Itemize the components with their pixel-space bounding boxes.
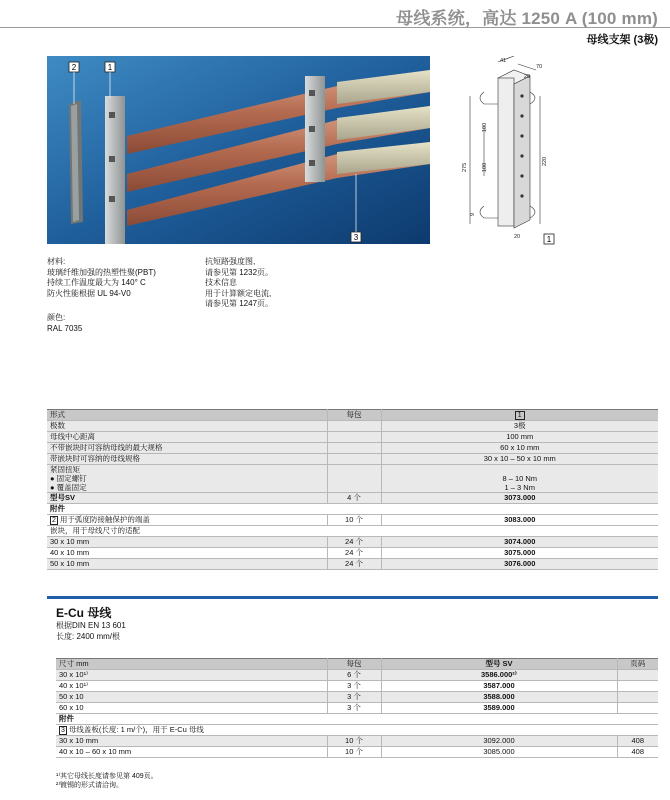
page-title: 母线系统，高达 1250 A (100 mm) <box>396 9 658 28</box>
table-row: 30 x 10¹⁾ 6 个 3586.000²⁾ <box>56 670 658 681</box>
ecu-section-title: E-Cu 母线 <box>56 606 112 620</box>
dim-100-b: 100 <box>482 162 488 172</box>
footnote-2: ²⁾镀锡的形式请洽询。 <box>56 782 124 789</box>
table-row: 母线中心距离 100 mm <box>47 432 658 443</box>
spacer <box>47 299 156 313</box>
torque-row: 紧固扭矩 ● 固定螺钉 ● 覆盖固定 8 – 10 Nm 1 – 3 Nm <box>47 465 658 493</box>
drawing-ref-label: 1 <box>546 235 552 244</box>
dim-70: 70 <box>536 64 543 70</box>
photo-label-3: 3 <box>353 233 359 242</box>
dim-100-a: 100 <box>482 122 488 132</box>
ecu-standard: 根据DIN EN 13 601 <box>56 621 126 630</box>
dim-275: 275 <box>462 162 468 172</box>
table-row: 40 x 10 mm 24 个 3075.000 <box>47 548 658 559</box>
fire-rating-text: 防火性能根据 UL 94-V0 <box>47 288 131 298</box>
header-variant: 1 <box>381 410 658 421</box>
header-size: 尺寸 mm <box>56 659 327 670</box>
reference-info <box>205 257 273 310</box>
table-row: 极数 3极 <box>47 421 658 432</box>
table-row: 不带嵌块时可容纳母线的最大规格 60 x 10 mm <box>47 443 658 454</box>
dim-20-b: 20 <box>514 234 521 240</box>
table-row: 30 x 10 mm 24 个 3074.000 <box>47 537 658 548</box>
table-row: 60 x 10 3 个 3589.000 <box>56 703 658 714</box>
dim-20: 20 <box>524 74 531 80</box>
temperature-text: 持续工作温度最大为 140° C <box>47 278 146 287</box>
model-row: 型号SV 4 个 3073.000 <box>47 493 658 504</box>
ecu-accessory-section-row: 附件 <box>56 714 658 725</box>
spec-table <box>47 409 658 570</box>
dim-41: 41 <box>500 58 507 64</box>
page-subtitle: 母线支架 (3极) <box>586 34 658 46</box>
section-divider <box>47 596 658 599</box>
ecu-accessory-desc-row: 3 母线盖板(长度: 1 m/个)，用于 E-Cu 母线 <box>56 725 658 736</box>
insert-section-row: 嵌块，用于母线尺寸的适配 <box>47 526 658 537</box>
short-circuit-text: 抗短路强度图, <box>205 257 256 266</box>
product-photo <box>47 56 430 244</box>
footnotes <box>56 772 158 790</box>
title-divider <box>0 27 670 28</box>
color-value: RAL 7035 <box>47 323 83 333</box>
dim-220: 220 <box>542 156 548 166</box>
tech-info-heading: 技术信息 <box>205 278 237 287</box>
ecu-header-row <box>56 659 658 670</box>
photo-label-2: 2 <box>71 63 77 72</box>
header-page: 页码 <box>617 659 658 670</box>
material-info <box>47 257 156 334</box>
ecu-table <box>56 658 658 758</box>
tech-info-ref: 请参见第 1247页。 <box>205 299 274 308</box>
ecu-length: 长度: 2400 mm/根 <box>56 632 121 641</box>
dim-9: 9 <box>470 212 476 216</box>
material-heading: 材料: <box>47 257 66 266</box>
color-heading: 颜色: <box>47 313 66 322</box>
header-model: 型号 SV <box>381 659 617 670</box>
spec-header-row <box>47 410 658 421</box>
technical-drawing <box>440 56 560 246</box>
short-circuit-ref: 请参见第 1232页。 <box>205 267 274 277</box>
table-row: 30 x 10 mm 10 个 3092.000 408 <box>56 736 658 747</box>
photo-label-1: 1 <box>107 63 113 72</box>
footnote-1: ¹⁾其它母线长度请参见第 409页。 <box>56 773 158 780</box>
accessory-section-row: 附件 <box>47 504 658 515</box>
material-text: 玻璃纤维加强的热塑性聚(PBT) <box>47 267 156 277</box>
header-pack: 每包 <box>327 659 381 670</box>
table-row: 40 x 10 – 60 x 10 mm 10 个 3085.000 408 <box>56 747 658 758</box>
table-row: 2 用于弧度防接触保护的端盖 10 个 3083.000 <box>47 515 658 526</box>
header-form: 形式 <box>47 410 327 421</box>
table-row: 40 x 10¹⁾ 3 个 3587.000 <box>56 681 658 692</box>
table-row: 50 x 10 3 个 3588.000 <box>56 692 658 703</box>
tech-info-text: 用于计算额定电流, <box>205 288 272 298</box>
table-row: 带嵌块时可容纳的母线规格 30 x 10 – 50 x 10 mm <box>47 454 658 465</box>
header-pack: 每包 <box>327 410 381 421</box>
table-row: 50 x 10 mm 24 个 3076.000 <box>47 559 658 570</box>
